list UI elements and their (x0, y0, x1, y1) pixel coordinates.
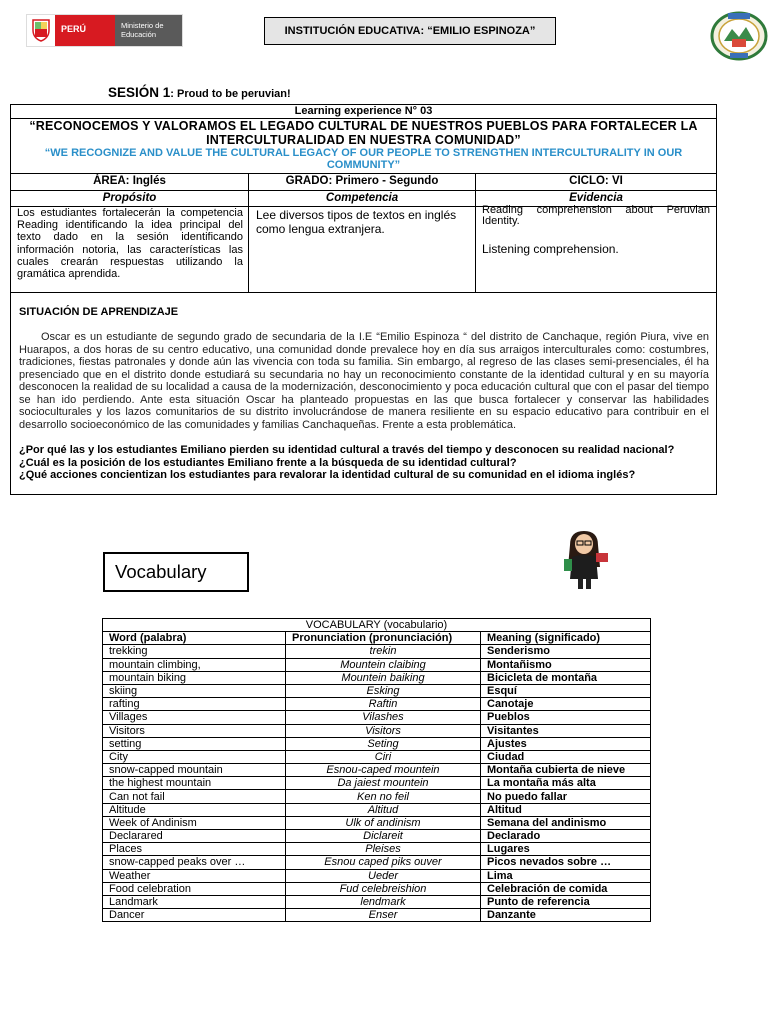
table-caption: VOCABULARY (vocabulario) (103, 619, 651, 632)
logo-ministry-text: Ministerio de Educación (115, 15, 182, 46)
logo-country-band (55, 15, 115, 46)
cell-meaning: No puedo fallar (481, 790, 651, 803)
cell-pronunciation: Raftin (286, 698, 481, 711)
cell-meaning: Danzante (481, 909, 651, 922)
vocabulary-heading-box: Vocabulary (103, 552, 249, 592)
cell-meaning: Visitantes (481, 724, 651, 737)
question-2: ¿Cuál es la posición de los estudiantes Emiliano frente a la búsqueda de su identidad cultural? (19, 456, 517, 469)
competencia-header: Competencia (325, 192, 399, 204)
cell-pronunciation: Ken no feil (286, 790, 481, 803)
cell-word: rafting (103, 698, 286, 711)
cell-word: Can not fail (103, 790, 286, 803)
cell-meaning: Picos nevados sobre … (481, 856, 651, 869)
cell-word: City (103, 750, 286, 763)
cell-pronunciation: Da jaiest mountein (286, 777, 481, 790)
situation-heading: SITUACIÓN DE APRENDIZAJE (19, 306, 179, 318)
cell-word: Landmark (103, 895, 286, 908)
table-caption-row (103, 619, 651, 632)
cell-pronunciation: Seting (286, 737, 481, 750)
cell-word: Declarared (103, 830, 286, 843)
cell-meaning: Montañismo (481, 658, 651, 671)
table-row (103, 790, 651, 803)
cell-pronunciation: Mountein baiking (286, 671, 481, 684)
cell-word: mountain climbing, (103, 658, 286, 671)
divider (248, 173, 249, 293)
cell-meaning: Altitud (481, 803, 651, 816)
cell-meaning: Esquí (481, 684, 651, 697)
cell-pronunciation: Esnou caped piks ouver (286, 856, 481, 869)
cell-meaning: Ajustes (481, 737, 651, 750)
cell-meaning: Canotaje (481, 698, 651, 711)
table-row (103, 843, 651, 856)
cell-word: the highest mountain (103, 777, 286, 790)
cell-pronunciation: trekin (286, 645, 481, 658)
cell-pronunciation: Mountein claibing (286, 658, 481, 671)
cell-meaning: Lugares (481, 843, 651, 856)
cell-word: Weather (103, 869, 286, 882)
cell-pronunciation: Esnou-caped mountein (286, 764, 481, 777)
institution-title: INSTITUCIÓN EDUCATIVA: “EMILIO ESPINOZA” (264, 17, 556, 45)
cell-pronunciation: lendmark (286, 895, 481, 908)
cell-pronunciation: Ulk of andinism (286, 816, 481, 829)
cell-word: Visitors (103, 724, 286, 737)
cell-meaning: Pueblos (481, 711, 651, 724)
table-row (103, 684, 651, 697)
cell-word: Villages (103, 711, 286, 724)
session-subtitle: : Proud to be peruvian! (170, 88, 291, 100)
cell-word: setting (103, 737, 286, 750)
table-row (103, 645, 651, 658)
table-row (103, 698, 651, 711)
area-label: ÁREA: Inglés (93, 175, 166, 187)
proposito-header: Propósito (102, 192, 157, 204)
session-title (108, 85, 291, 100)
cell-pronunciation: Vilashes (286, 711, 481, 724)
cell-word: mountain biking (103, 671, 286, 684)
table-row (103, 711, 651, 724)
evidencia-text-1: Reading comprehension about Peruvian Identity. (482, 204, 710, 227)
table-row (103, 750, 651, 763)
cell-meaning: Ciudad (481, 750, 651, 763)
experience-title-english: “WE RECOGNIZE AND VALUE THE CULTURAL LEGACY OF OUR PEOPLE TO STRENGTHEN INTERCULTURALITY IN OUR COMMUNITY” (44, 147, 683, 171)
cell-word: snow-capped peaks over … (103, 856, 286, 869)
table-row (103, 803, 651, 816)
table-row (103, 658, 651, 671)
cell-meaning: Bicicleta de montaña (481, 671, 651, 684)
question-3: ¿Qué acciones concientizan los estudiantes para revalorar la identidad cultural de su comunidad en el idioma inglés? (19, 469, 636, 481)
column-header-meaning: Meaning (significado) (481, 632, 651, 645)
table-row (103, 895, 651, 908)
divider (11, 190, 716, 191)
cell-meaning: Semana del andinismo (481, 816, 651, 829)
table-row (103, 909, 651, 922)
experience-number: Learning experience N° 03 (294, 105, 433, 117)
divider (475, 173, 476, 293)
learning-experience-table (10, 104, 717, 495)
divider (11, 292, 716, 293)
table-row (103, 724, 651, 737)
cell-word: Food celebration (103, 882, 286, 895)
cell-pronunciation: Ueder (286, 869, 481, 882)
ciclo-label: CICLO: VI (569, 175, 623, 187)
cell-word: skiing (103, 684, 286, 697)
table-row (103, 856, 651, 869)
cell-meaning: Senderismo (481, 645, 651, 658)
question-1: ¿Por qué las y los estudiantes Emiliano pierden su identidad cultural a través del tiempo y desconocen su realidad nacional? (19, 444, 675, 456)
cell-word: Week of Andinism (103, 816, 286, 829)
table-row (103, 764, 651, 777)
school-crest-icon (710, 11, 768, 61)
cell-word: Places (103, 843, 286, 856)
cell-meaning: Declarado (481, 830, 651, 843)
vocabulary-table (102, 618, 651, 922)
cell-meaning: Punto de referencia (481, 895, 651, 908)
situation-questions (19, 444, 709, 482)
situation-body: Oscar es un estudiante de segundo grado de secundaria de la I.E “Emilio Espinoza “ del distrito de Canchaque, región Piura, vive en Huarapos, a dos horas de su centro educativo, una comunidad donde prevalece hoy en día sus arraigos interculturales como: costumbres, tradiciones, fiestas patronales y donde aún las vivencia con toda su familia. Sin embargo, al regreso de las clases semi-presenciales, él ha presenciado que en el distrito donde estudiará su secundaria no hay un reconocimiento constante de la identidad cultural y en su mayoría desconocen la realidad de su localidad a causa de la modernización, desconocimiento y poca educación cultural que con el pasar del tiempo se han ido perdiendo. Ante esta situación Oscar ha planteado propuestas en las que busca fortalecer y conservar las habilidades socioculturales y los lazos comunitarios de su distrito involucrándose de manera resiliente en su espacio educativo para contribuir en el desarrollo socioeconómico de las comunidades y familias Canchaqueñas. Frente a esta problemática. (19, 331, 709, 431)
session-label: SESIÓN 1 (108, 85, 171, 100)
cell-meaning: Lima (481, 869, 651, 882)
cell-meaning: La montaña más alta (481, 777, 651, 790)
grado-label: GRADO: Primero - Segundo (285, 175, 439, 187)
cell-pronunciation: Fud celebreishion (286, 882, 481, 895)
cell-pronunciation: Altitud (286, 803, 481, 816)
peru-shield-icon (31, 18, 51, 42)
proposito-text: Los estudiantes fortalecerán la competencia Reading identificando la idea principal del texto dado en la sesión identificando información notoria, las características las cuales crearán respuestas utilizando la gramática aprendida. (17, 207, 243, 281)
cell-pronunciation: Ciri (286, 750, 481, 763)
table-header-row (103, 632, 651, 645)
evidencia-text-2: Listening comprehension. (482, 242, 619, 256)
evidencia-header: Evidencia (569, 192, 623, 204)
table-row (103, 816, 651, 829)
cell-meaning: Celebración de comida (481, 882, 651, 895)
table-row (103, 671, 651, 684)
cell-word: trekking (103, 645, 286, 658)
cell-pronunciation: Diclareit (286, 830, 481, 843)
column-header-pronunciation: Pronunciation (pronunciación) (286, 632, 481, 645)
competencia-text: Lee diversos tipos de textos en inglés como lengua extranjera. (256, 208, 457, 236)
cell-pronunciation: Pleises (286, 843, 481, 856)
cell-meaning: Montaña cubierta de nieve (481, 764, 651, 777)
table-row (103, 869, 651, 882)
table-row (103, 737, 651, 750)
table-row (103, 830, 651, 843)
logo-country-text: PERÚ (61, 24, 87, 34)
cell-pronunciation: Enser (286, 909, 481, 922)
experience-title-spanish: “RECONOCEMOS Y VALORAMOS EL LEGADO CULTURAL DE NUESTROS PUEBLOS PARA FORTALECER LA INTERCULTURALIDAD EN NUESTRA COMUNIDAD” (29, 119, 698, 147)
divider (11, 173, 716, 174)
ministry-logo (26, 14, 183, 47)
cell-word: snow-capped mountain (103, 764, 286, 777)
cell-word: Dancer (103, 909, 286, 922)
table-row (103, 882, 651, 895)
cell-pronunciation: Visitors (286, 724, 481, 737)
column-header-word: Word (palabra) (103, 632, 286, 645)
table-row (103, 777, 651, 790)
teacher-avatar-icon (560, 527, 610, 591)
cell-pronunciation: Esking (286, 684, 481, 697)
cell-word: Altitude (103, 803, 286, 816)
